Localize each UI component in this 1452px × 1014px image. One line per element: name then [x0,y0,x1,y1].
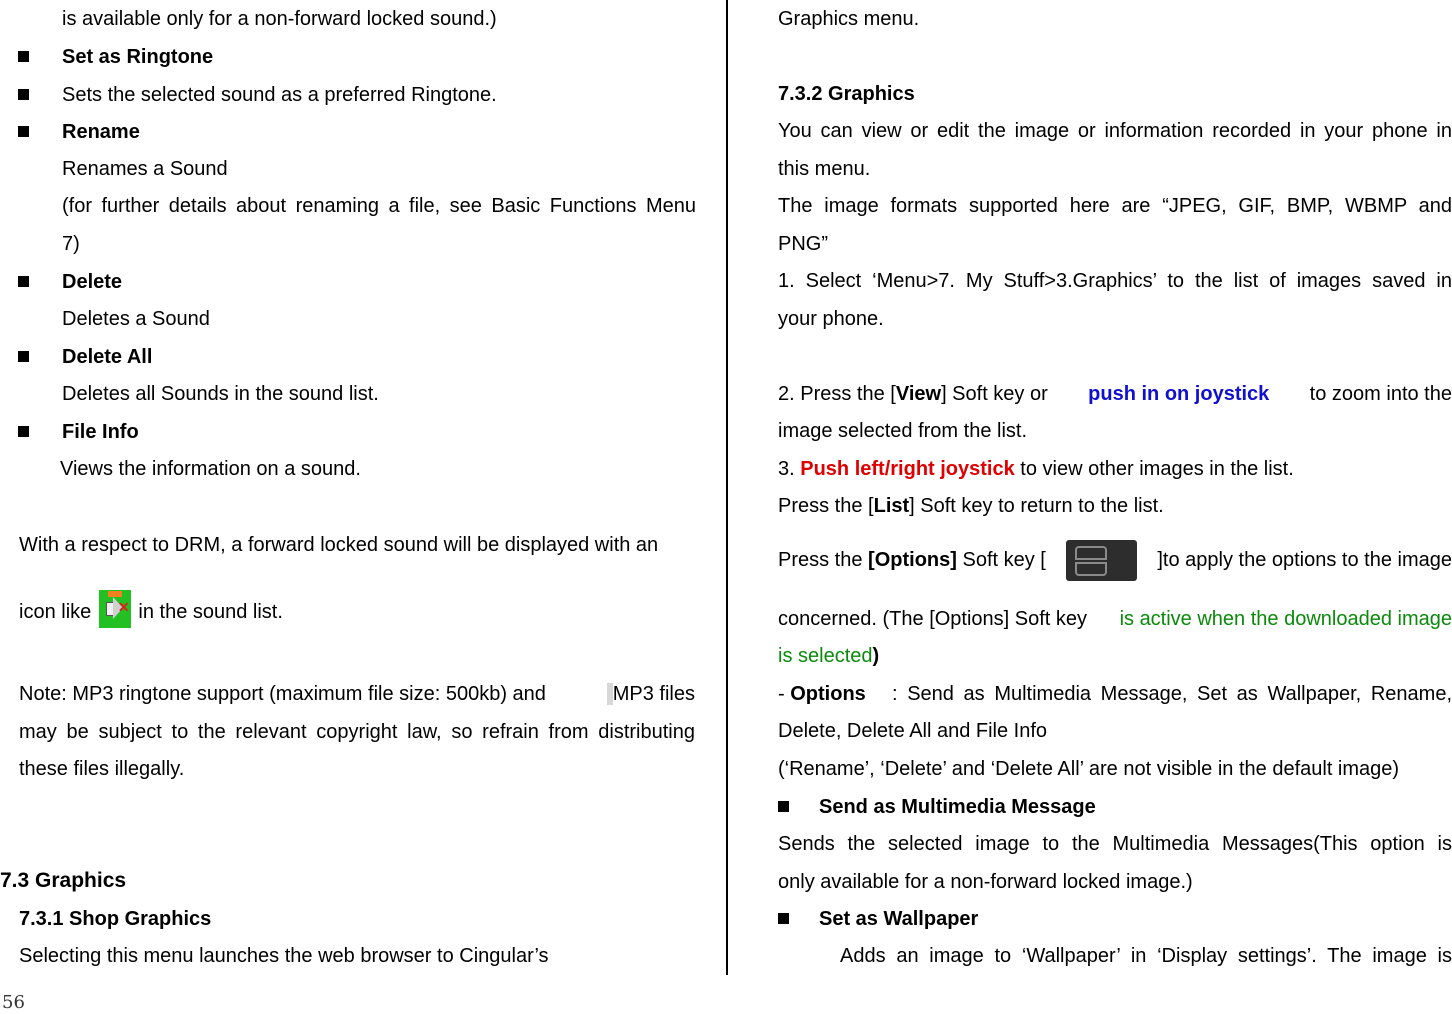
note-line-1 [19,682,695,706]
press-list-start: Press the [ [778,495,874,517]
file-info-heading: File Info [62,421,139,443]
options-softkey: Soft key [ [962,549,1046,571]
drm-line-2-start: icon like [19,601,92,623]
graphics-menu-line: Graphics menu. [778,8,920,30]
square-bullet-icon [18,351,29,362]
formats-line-1: The image formats supported here are “JPEG, GIF, BMP, WBMP and [778,195,1452,217]
press-list-end: ] Soft key to return to the list. [909,495,1164,517]
view-key: View [895,383,942,405]
options-list-line-2: Delete, Delete All and File Info [778,720,1048,742]
drm-line-1: With a respect to DRM, a forward locked sound will be displayed with an [19,534,659,556]
set-as-wallpaper-heading: Set as Wallpaper [819,908,979,930]
shop-graphics-desc: Selecting this menu launches the web browser to Cingular’s [19,945,549,967]
delete-heading: Delete [62,271,123,293]
step1-line-1: 1. Select ‘Menu>7. My Stuff>3.Graphics’ to the list of images saved in [778,270,1452,292]
options-press: Press the [778,549,863,571]
step2-zoom: to zoom into the [1309,383,1452,405]
send-mms-heading: Send as Multimedia Message [819,796,1096,818]
options-apply: ]to apply the options to the image [1157,549,1452,571]
selected-line [778,644,879,668]
step3-number: 3. [778,458,795,480]
delete-desc: Deletes a Sound [62,308,210,330]
step2-softkey: ] Soft key or [941,383,1048,405]
options-note: (‘Rename’, ‘Delete’ and ‘Delete All’ are not visible in the default image) [778,758,1400,780]
options-line [778,539,1452,581]
formats-line-2: PNG” [778,233,828,255]
list-key: List [873,495,910,517]
delete-all-desc: Deletes all Sounds in the sound list. [62,383,379,405]
options-list-items: : Send as Multimedia Message, Set as Wallpaper, Rename, [892,683,1452,705]
set-as-ringtone-desc: Sets the selected sound as a preferred Ringtone. [62,84,497,106]
square-bullet-icon [18,426,29,437]
square-bullet-icon [778,801,789,812]
page-number: 56 [2,992,25,1013]
push-left-right-joystick: Push left/right joystick [800,458,1015,480]
options-part-1 [778,539,1046,581]
active-when-downloaded: is active when the downloaded image [1119,608,1452,630]
rename-note-line-1: (for further details about renaming a file, see Basic Functions Menu [62,195,696,217]
note-line-2: may be subject to the relevant copyright law, so refrain from distributing [19,721,695,743]
graphics-heading: 7.3.2 Graphics [778,83,915,105]
options-dash: - [778,683,785,705]
step2-part-1 [778,382,1048,406]
options-list-label-group [778,682,866,706]
set-as-ringtone-heading: Set as Ringtone [62,46,214,68]
options-list-line-1 [778,682,1452,706]
send-mms-line-2: only available for a non-forward locked image.) [778,871,1193,893]
step1-line-2: your phone. [778,308,884,330]
rename-note-line-2: 7) [62,233,80,255]
rename-heading: Rename [62,121,140,143]
closing-paren: ) [872,645,880,667]
step3-text: to view other images in the list. [1020,458,1294,480]
concerned-text: concerned. (The [Options] Soft key [778,608,1088,630]
note-line-1-start: Note: MP3 ringtone support (maximum file size: 500kb) and [19,683,546,705]
step2-line-1 [778,382,1452,406]
drm-line-2 [19,590,283,630]
options-softkey-icon [1066,540,1137,581]
view-line-2: this menu. [778,158,871,180]
column-divider [726,0,728,975]
note-line-1-end [607,682,695,706]
options-label: Options [790,683,866,705]
options-key: [Options] [868,549,957,571]
wallpaper-desc: Adds an image to ‘Wallpaper’ in ‘Display settings’. The image is [840,945,1452,967]
step2-line-2: image selected from the list. [778,420,1027,442]
push-in-joystick: push in on joystick [1088,383,1270,405]
drm-line-2-end: in the sound list. [138,601,283,623]
shop-graphics-heading: 7.3.1 Shop Graphics [19,908,212,930]
concerned-line [778,607,1452,631]
square-bullet-icon [778,913,789,924]
rename-desc: Renames a Sound [62,158,228,180]
square-bullet-icon [18,51,29,62]
file-info-desc: Views the information on a sound. [60,458,361,480]
press-list-line [778,494,1164,518]
delete-all-heading: Delete All [62,346,153,368]
square-bullet-icon [18,126,29,137]
view-line-1: You can view or edit the image or information recorded in your phone in [778,120,1452,142]
step2-press: 2. Press the [ [778,383,896,405]
note-line-3: these files illegally. [19,758,185,780]
available-line: is available only for a non-forward locked sound.) [62,8,497,30]
send-mms-line-1: Sends the selected image to the Multimedia Messages(This option is [778,833,1452,855]
square-bullet-icon [18,276,29,287]
step3-line [778,457,1294,481]
section-heading: 7.3 Graphics [0,869,127,892]
square-bullet-icon [18,89,29,100]
is-selected-text: is selected [778,645,873,667]
forward-locked-sound-icon: ✕ [99,590,131,628]
note-line-1-end-text: MP3 files [612,683,695,705]
